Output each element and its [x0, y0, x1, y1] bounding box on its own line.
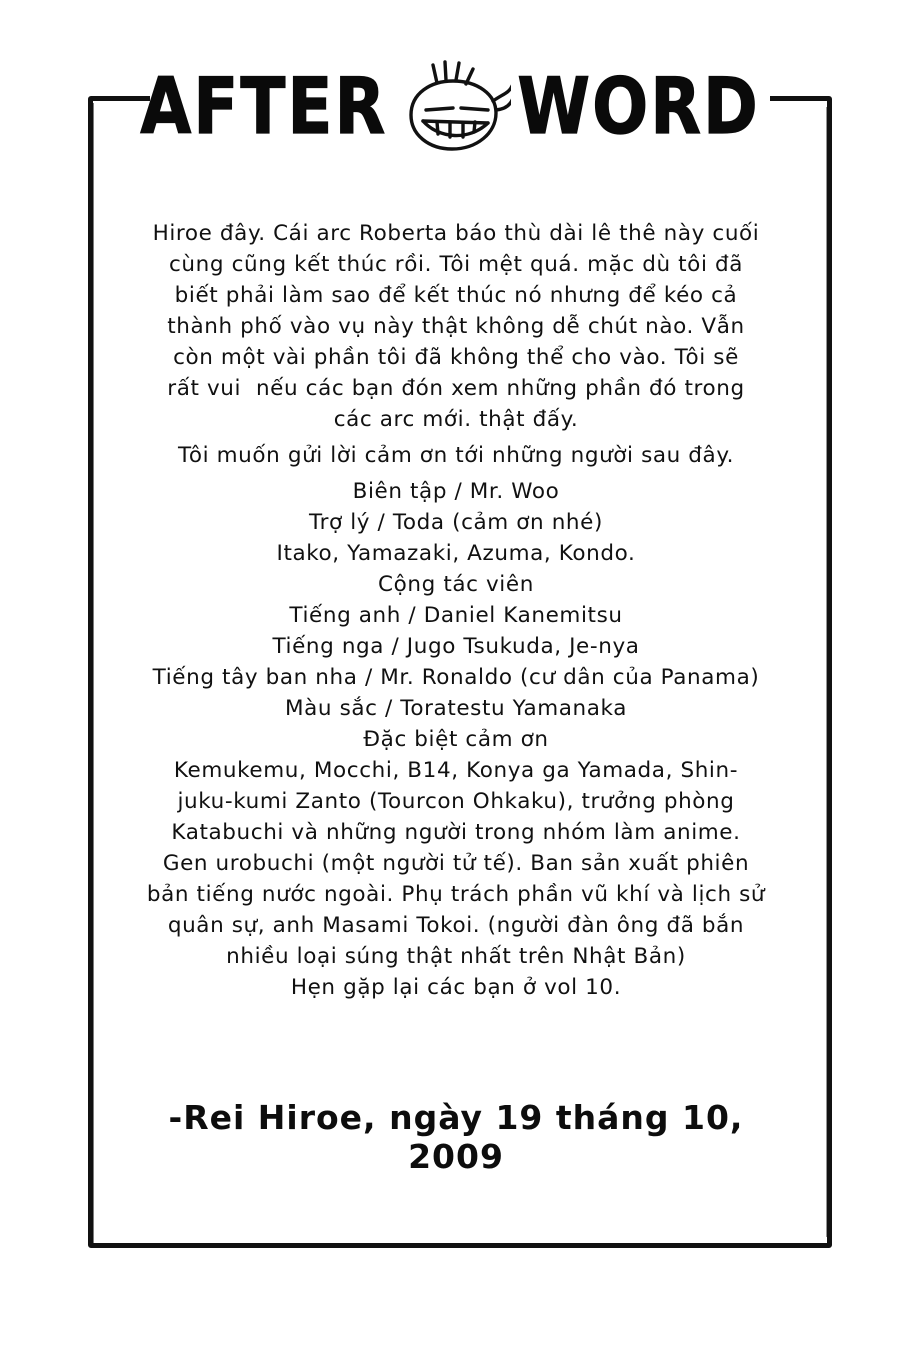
special-thanks-line: Kemukemu, Mocchi, B14, Konya ga Yamada, Shin-	[173, 758, 739, 783]
credit-item: Cộng tác viên	[378, 572, 534, 597]
intro-line: rất vui nếu các bạn đón xem những phần đó trong	[167, 376, 745, 401]
intro-line: biết phải làm sao để kết thúc nó nhưng để kéo cả	[174, 283, 738, 308]
title-word-after: AFTER	[140, 60, 388, 152]
credit-item: Tiếng tây ban nha / Mr. Ronaldo (cư dân của Panama)	[152, 665, 760, 690]
credit-item: Trợ lý / Toda (cảm ơn nhé)	[309, 510, 603, 535]
thanks-intro-line: Tôi muốn gửi lời cảm ơn tới những người sau đây.	[177, 443, 735, 468]
special-thanks-list	[120, 755, 792, 972]
squid-head-face-doodle	[393, 53, 511, 171]
credit-item: Tiếng nga / Jugo Tsukuda, Je-nya	[272, 634, 640, 659]
closing-line: Hẹn gặp lại các bạn ở vol 10.	[290, 975, 622, 1000]
special-thanks-line: Gen urobuchi (một người tử tế). Ban sản xuất phiên	[162, 851, 750, 876]
page-title	[0, 52, 900, 162]
credit-item: Tiếng anh / Daniel Kanemitsu	[289, 603, 623, 628]
credit-item: Itako, Yamazaki, Azuma, Kondo.	[276, 541, 636, 566]
intro-line: các arc mới. thật đấy.	[333, 407, 579, 432]
intro-line: thành phố vào vụ này thật không dễ chút nào. Vẫn	[167, 314, 745, 339]
intro-line: còn một vài phần tôi đã không thể cho vào. Tôi sẽ	[173, 345, 739, 370]
credit-item: Đặc biệt cảm ơn	[363, 727, 549, 752]
intro-line: cùng cũng kết thúc rồi. Tôi mệt quá. mặc dù tôi đã	[169, 252, 743, 277]
special-thanks-line: Katabuchi và những người trong nhóm làm anime.	[171, 820, 741, 845]
credit-item: Biên tập / Mr. Woo	[352, 479, 560, 504]
afterword-body	[120, 218, 792, 1003]
intro-line: Hiroe đây. Cái arc Roberta báo thù dài lê thê này cuối	[152, 221, 760, 246]
author-signature: -Rei Hiroe, ngày 19 tháng 10, 2009	[168, 1098, 744, 1176]
title-word-word: WORD	[517, 60, 760, 152]
intro-paragraph	[120, 218, 792, 435]
special-thanks-line: quân sự, anh Masami Tokoi. (người đàn ông đã bắn	[167, 913, 745, 938]
special-thanks-line: juku-kumi Zanto (Tourcon Ohkaku), trưởng phòng	[177, 789, 735, 814]
special-thanks-line: nhiều loại súng thật nhất trên Nhật Bản)	[226, 944, 686, 969]
credits-list	[120, 476, 792, 755]
credit-item: Màu sắc / Toratestu Yamanaka	[284, 696, 627, 721]
special-thanks-line: bản tiếng nước ngoài. Phụ trách phần vũ khí và lịch sử	[146, 882, 766, 907]
